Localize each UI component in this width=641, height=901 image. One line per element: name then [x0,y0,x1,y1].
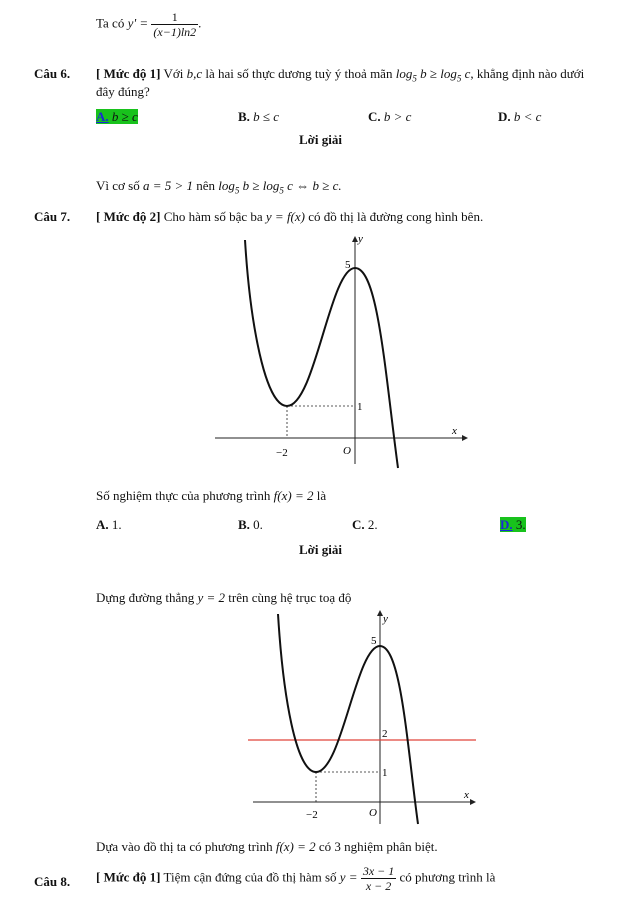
q6-level: [ Mức độ 1] [96,66,161,81]
q6-option-d-key: D. [498,109,511,124]
y-axis-label: y [383,613,388,625]
q6-sol-log [218,178,342,196]
q7-sol2-math: f(x) = 2 [275,839,316,854]
q8-denominator: x − 2 [361,878,396,893]
q7-option-d-key: D. [500,517,513,532]
y-max-label: 5 [371,635,377,647]
q7-option-c[interactable] [352,517,378,533]
q7-option-b-key: B. [238,517,250,532]
q6-option-d-text: b < c [513,109,542,124]
q7-solution-graph [248,606,478,826]
q6-option-a-highlight [96,109,138,124]
q8-lhs: y = [339,869,358,885]
q6-text-a: Với [163,66,184,81]
q6-cond-mid: b ≥ log [420,66,457,81]
q8-numerator: 3x − 1 [362,864,395,878]
q6-option-a-key: A. [96,109,109,124]
q8-label: Câu 8. [34,874,71,889]
q6-sol-mid: b ≥ log [242,178,280,193]
intro-fraction [151,10,198,39]
intro-tail: . [198,15,202,31]
q6-sol-log1: log [218,178,235,193]
q7-option-c-key: C. [352,517,365,532]
q7-ask-a: Số nghiệm thực của phương trình [96,488,271,503]
y-axis-label: y [358,233,363,245]
x-axis-label: x [452,425,457,437]
q7-graph [210,232,470,472]
q6-line2: đây đúng? [96,84,150,99]
q7-ask-b: là [316,488,327,503]
q6-option-a-text: b ≥ c [111,109,138,124]
q7-option-a[interactable] [96,517,122,533]
q6-stem [96,66,584,84]
q6-option-b[interactable] [238,109,279,125]
q7-solution-line2 [96,839,438,855]
q6-option-b-text: b ≤ c [253,109,280,124]
q7-option-d-text: 3. [515,517,526,532]
intro-denominator: (x−1)ln2 [153,25,197,39]
q7-sol1-a: Dựng đường thẳng [96,590,195,605]
q8-level: [ Mức độ 1] [96,869,161,885]
q7-option-a-key: A. [96,517,109,532]
x-min-label: −2 [306,809,318,821]
q7-option-d[interactable] [500,517,526,533]
q7-label: Câu 7. [34,209,71,224]
q7-solution-line1 [96,590,351,606]
q6-option-d[interactable] [498,109,541,125]
q7-text: Cho hàm số bậc ba [163,209,263,224]
q6-cond-log1: log [395,66,413,81]
q7-ask [96,488,326,504]
x-axis-arrow [470,799,476,805]
y-min-label: 1 [382,767,388,779]
q7-fx: y = f(x) [265,209,305,224]
q8-text-b: có phương trình là [399,869,496,885]
q6-solution [96,178,342,196]
q6-sol-end: c ⇔ b ≥ c. [287,178,342,193]
x-min-label: −2 [276,447,288,459]
q7-sol2-b: có 3 nghiệm phân biệt. [318,839,438,854]
q6-option-a[interactable] [96,109,138,125]
x-axis-label: x [464,789,469,801]
q7-sol2-a: Dựa vào đồ thị ta có phương trình [96,839,273,854]
q6-solution-title: Lời giải [299,132,342,147]
q6-text-c: , khẳng định nào dưới [470,66,585,81]
q6-sol-b: nên [196,178,216,193]
q7-option-c-text: 2. [367,517,378,532]
origin-label: O [343,445,351,457]
q7-option-d-highlight [500,517,526,532]
y-line-label: 2 [382,728,388,740]
x-axis-arrow [462,435,468,441]
cubic-curve [278,614,418,824]
q7-option-b[interactable] [238,517,263,533]
q6-sol-a: Vì cơ số [96,178,140,193]
q6-text-b: là hai số thực dương tuỳ ý thoả mãn [205,66,393,81]
intro-lead: Ta có [96,15,125,31]
q7-sol1-b: trên cùng hệ trục toạ độ [228,590,352,605]
q6-sol-base1: 5 [234,185,240,196]
q8-stem [96,864,495,893]
q6-label: Câu 6. [34,66,71,81]
q6-condition [395,66,471,84]
q6-cond-base1: 5 [412,73,417,84]
q6-option-c-text: b > c [383,109,412,124]
q6-option-c[interactable] [368,109,411,125]
origin-label: O [369,807,377,819]
q6-cond-end: c [464,66,471,81]
q7-option-a-text: 1. [111,517,122,532]
q6-cond-base2: 5 [456,73,462,84]
intro-numerator: 1 [171,10,178,24]
y-min-label: 1 [357,401,363,413]
q8-text-a: Tiệm cận đứng của đồ thị hàm số [163,869,337,885]
q7-stem [96,209,483,225]
intro-lhs: y' = [127,15,149,31]
q6-option-b-key: B. [238,109,250,124]
q7-option-b-text: 0. [253,517,263,532]
q8-fraction [361,864,396,893]
q7-solution-title: Lời giải [299,542,342,557]
intro-line [96,10,201,39]
q7-ask-math: f(x) = 2 [273,488,314,503]
q7-level: [ Mức độ 2] [96,209,161,224]
q7-text-b: có đồ thị là đường cong hình bên. [308,209,484,224]
y-max-label: 5 [345,259,351,271]
q6-sol-base2: 5 [279,185,284,196]
q6-sol-math: a = 5 > 1 [142,178,194,193]
q7-sol1-math: y = 2 [197,590,226,605]
q6-vars: b,c [186,66,203,81]
cubic-curve [245,240,398,468]
q6-option-c-key: C. [368,109,381,124]
